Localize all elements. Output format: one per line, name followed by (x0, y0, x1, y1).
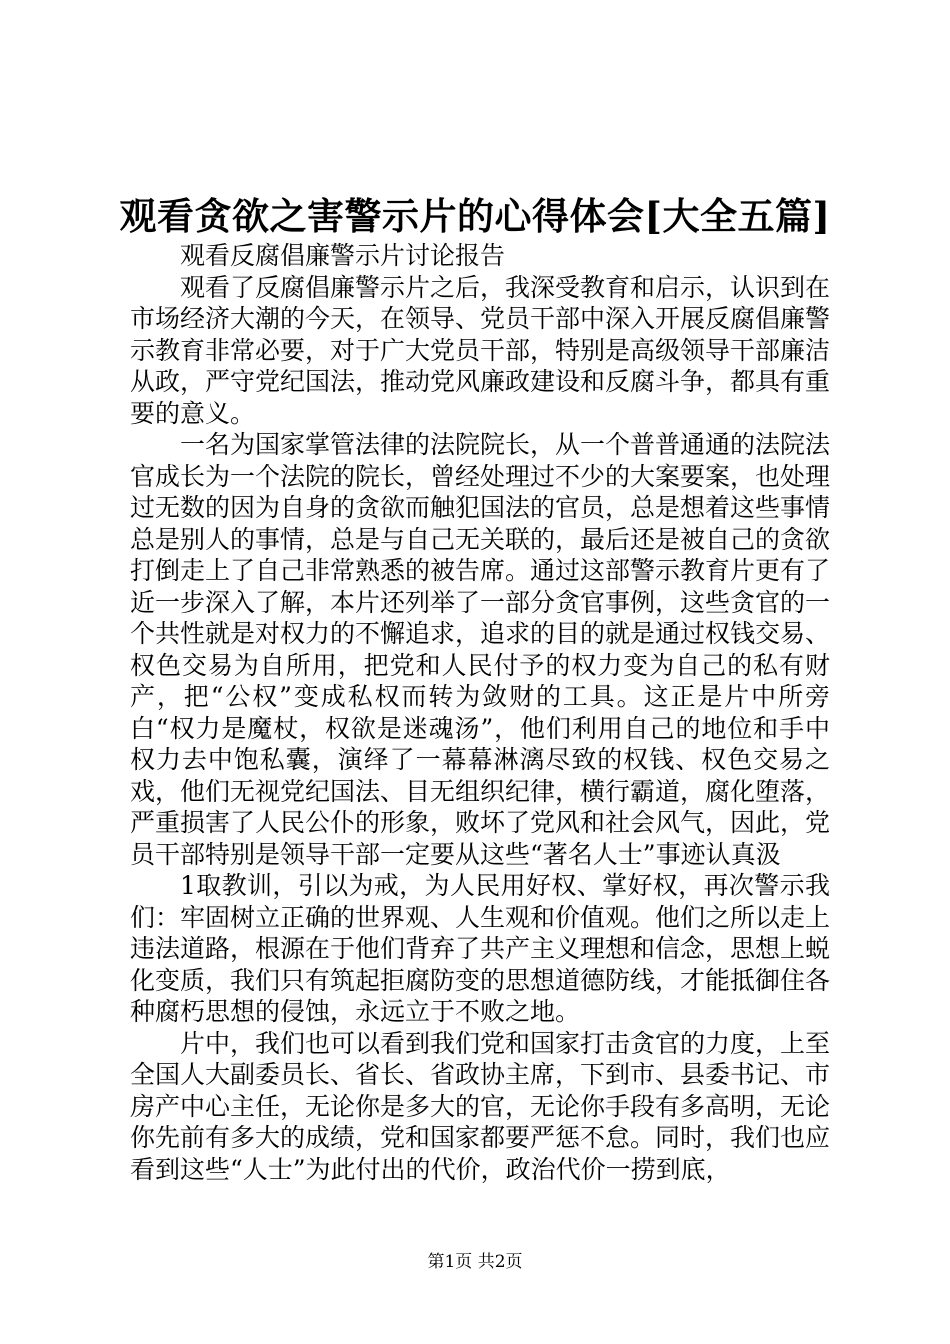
document-subtitle: 观看反腐倡廉警示片讨论报告 (180, 241, 506, 270)
paragraph-2: 一名为国家掌管法律的法院院长，从一个普普通通的法院法官成长为一个法院的院长，曾经处理过不少的大案要案，也处理过无数的因为自身的贪欲而触犯国法的官员，总是想着这些事情总是别人的事情，总是与自己无关联的，最后还是被自己的贪欲打倒走上了自己非常熟悉的被告席。通过这部警示教育片更有了近一步深入了解，本片还列举了一部分贪官事例，这些贪官的一个共性就是对权力的不懈追求，追求的目的就是通过权钱交易、权色交易为自所用，把党和人民付予的权力变为自己的私有财产，把“公权”变成私权而转为敛财的工具。这正是片中所旁白“权力是魔杖，权欲是迷魂汤”，他们利用自己的地位和手中权力去中饱私囊，演绎了一幕幕淋漓尽致的权钱、权色交易之戏，他们无视党纪国法、目无组织纪律，横行霸道，腐化堕落，严重损害了人民公仆的形象，败坏了党风和社会风气，因此，党员干部特别是领导干部一定要从这些“著名人士”事迹认真汲 (130, 430, 831, 869)
paragraph-4: 片中，我们也可以看到我们党和国家打击贪官的力度，上至全国人大副委员长、省长、省政协主席，下到市、县委书记、市房产中心主任，无论你是多大的官，无论你手段有多高明，无论你先前有多大的成绩，党和国家都要严惩不怠。同时，我们也应看到这些“人士”为此付出的代价，政治代价一捞到底， (130, 1028, 831, 1184)
document-body (130, 240, 830, 1185)
paragraph-3: 1取教训，引以为戒，为人民用好权、掌好权，再次警示我们：牢固树立正确的世界观、人生观和价值观。他们之所以走上违法道路，根源在于他们背弃了共产主义理想和信念，思想上蜕化变质，我们只有筑起拒腐防变的思想道德防线，才能抵御住各种腐朽思想的侵蚀，永远立于不败之地。 (130, 871, 831, 1026)
document-title: 观看贪欲之害警示片的心得体会[大全五篇] (119, 194, 831, 238)
paragraph-1: 观看了反腐倡廉警示片之后，我深受教育和启示，认识到在市场经济大潮的今天，在领导、党员干部中深入开展反腐倡廉警示教育非常必要，对于广大党员干部，特别是高级领导干部廉洁从政，严守党纪国法，推动党风廉政建设和反腐斗争，都具有重要的意义。 (130, 272, 831, 428)
page-number-footer: 第1页 共2页 (427, 1252, 523, 1272)
